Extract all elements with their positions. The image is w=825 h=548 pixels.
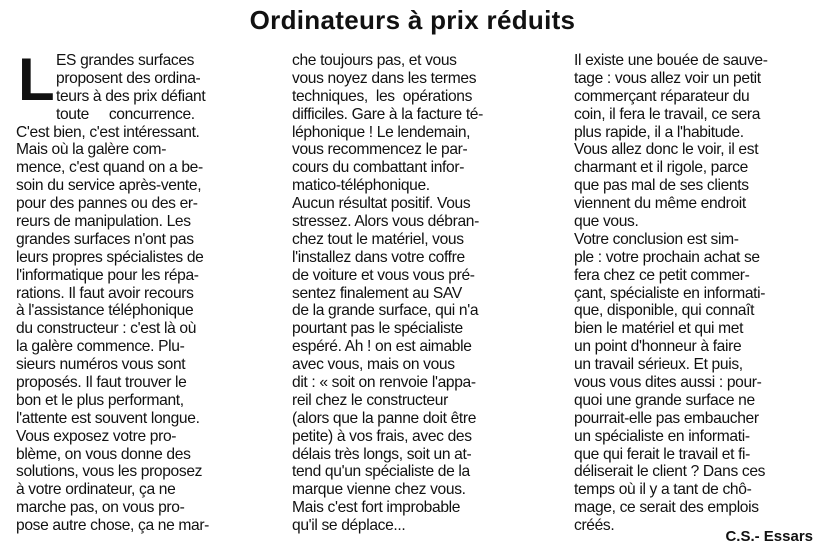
text-line: Votre conclusion est sim- — [574, 230, 739, 248]
text-line: coin, il fera le travail, ce sera — [574, 105, 761, 123]
text-line: tage : vous allez voir un petit — [574, 69, 761, 87]
text-line: petite) à vos frais, avec des — [292, 427, 472, 445]
text-line: l'informatique pour les répa- — [16, 266, 199, 284]
text-line: charmant et il rigole, parce — [574, 159, 748, 177]
text-line: proposent des ordina- — [56, 69, 201, 87]
text-line: chez tout le matériel, vous — [292, 230, 464, 248]
text-line: un spécialiste en informati- — [574, 427, 750, 445]
text-line: commerçant réparateur du — [574, 87, 750, 105]
text-line: du constructeur : c'est là où — [16, 320, 197, 338]
text-line: Vous allez donc le voir, il est — [574, 141, 759, 159]
text-line: fera chez ce petit commer- — [574, 266, 750, 284]
text-line: blème, on vous donne des — [16, 445, 191, 463]
text-line: mence, c'est quand on a be- — [16, 159, 203, 177]
text-line: techniques, les opérations — [292, 87, 473, 105]
text-line: sieurs numéros vous sont — [16, 356, 186, 374]
text-line: que vous. — [574, 213, 639, 231]
text-line: vous noyez dans les termes — [292, 69, 477, 87]
text-line: difficiles. Gare à la facture té- — [292, 105, 483, 123]
text-line: çant, spécialiste en informati- — [574, 284, 766, 302]
text-line: marque vienne chez vous. — [292, 481, 466, 499]
text-line: temps où il y a tant de chô- — [574, 481, 752, 499]
text-line: pourrait-elle pas embaucher — [574, 409, 759, 427]
text-line: teurs à des prix défiant — [56, 87, 206, 105]
text-line: proposés. Il faut trouver le — [16, 374, 187, 392]
text-line: mage, ce serait des emplois — [574, 499, 759, 517]
text-line: matico-téléphonique. — [292, 177, 430, 195]
article-title: Ordinateurs à prix réduits — [249, 5, 576, 35]
text-line: sentez finalement au SAV — [292, 284, 462, 302]
drop-cap: L — [18, 46, 55, 113]
text-line: bon et le plus performant, — [16, 391, 184, 409]
text-line: ple : votre prochain achat se — [574, 248, 760, 266]
text-line: bien le matériel et qui met — [574, 320, 744, 338]
text-line: rations. Il faut avoir recours — [16, 284, 194, 302]
column-3 — [574, 52, 814, 535]
text-line: un travail sérieux. Et puis, — [574, 356, 743, 374]
text-line: C'est bien, c'est intéressant. — [16, 123, 200, 141]
text-line: tend qu'un spécialiste de la — [292, 463, 470, 481]
text-line: Mais où la galère com- — [16, 141, 167, 159]
text-line: espéré. Ah ! on est aimable — [292, 338, 472, 356]
text-line: dit : « soit on renvoie l'appa- — [292, 374, 476, 392]
text-line: l'installez dans votre coffre — [292, 248, 465, 266]
text-line: stressez. Alors vous débran- — [292, 213, 479, 231]
text-line: de la grande surface, qui n'a — [292, 302, 479, 320]
text-line: vous recommencez le par- — [292, 141, 468, 159]
text-line: plus rapide, il a l'habitude. — [574, 123, 744, 141]
text-line: viennent du même endroit — [574, 195, 746, 213]
text-line: l'attente est souvent longue. — [16, 409, 200, 427]
text-line: Vous exposez votre pro- — [16, 427, 177, 445]
text-line: solutions, vous les proposez — [16, 463, 203, 481]
text-line: toute concurrence. — [56, 105, 195, 123]
text-line: qu'il se déplace... — [292, 517, 406, 535]
text-line: avec vous, mais on vous — [292, 356, 455, 374]
text-line: cours du combattant infor- — [292, 159, 465, 177]
text-line: déliserait le client ? Dans ces — [574, 463, 766, 481]
text-line: pour des pannes ou des er- — [16, 195, 198, 213]
column-2 — [292, 52, 544, 535]
text-line: de voiture et vous vous pré- — [292, 266, 475, 284]
text-line: pose autre chose, ça ne mar- — [16, 517, 210, 535]
text-line: leurs propres spécialistes de — [16, 248, 204, 266]
text-line: délais très longs, soit un at- — [292, 445, 472, 463]
text-line: quoi une grande surface ne — [574, 391, 755, 409]
text-line: créés. — [574, 517, 615, 535]
text-line: que qui ferait le travail et fi- — [574, 445, 751, 463]
text-line: Il existe une bouée de sauve- — [574, 52, 768, 69]
text-line: un point d'honneur à faire — [574, 338, 742, 356]
text-line: grandes surfaces n'ont pas — [16, 230, 194, 248]
text-line: que, disponible, qui connaît — [574, 302, 755, 320]
text-line: ES grandes surfaces — [56, 52, 195, 69]
text-line: à votre ordinateur, ça ne — [16, 481, 176, 499]
text-line: pourtant pas le spécialiste — [292, 320, 463, 338]
text-line: léphonique ! Le lendemain, — [292, 123, 471, 141]
signature: C.S.- Essars — [725, 528, 813, 545]
text-line: marche pas, on vous pro- — [16, 499, 185, 517]
text-line: reurs de manipulation. Les — [16, 213, 191, 231]
text-line: reil chez le constructeur — [292, 391, 448, 409]
text-line: (alors que la panne doit être — [292, 409, 477, 427]
text-line: à l'assistance téléphonique — [16, 302, 194, 320]
text-line: soin du service après-vente, — [16, 177, 202, 195]
text-line: Mais c'est fort improbable — [292, 499, 461, 517]
column-1 — [16, 46, 264, 535]
text-line: che toujours pas, et vous — [292, 52, 457, 69]
text-line: Aucun résultat positif. Vous — [292, 195, 471, 213]
text-line: la galère commence. Plu- — [16, 338, 185, 356]
text-line: vous vous dites aussi : pour- — [574, 374, 762, 392]
text-line: que pas mal de ses clients — [574, 177, 749, 195]
